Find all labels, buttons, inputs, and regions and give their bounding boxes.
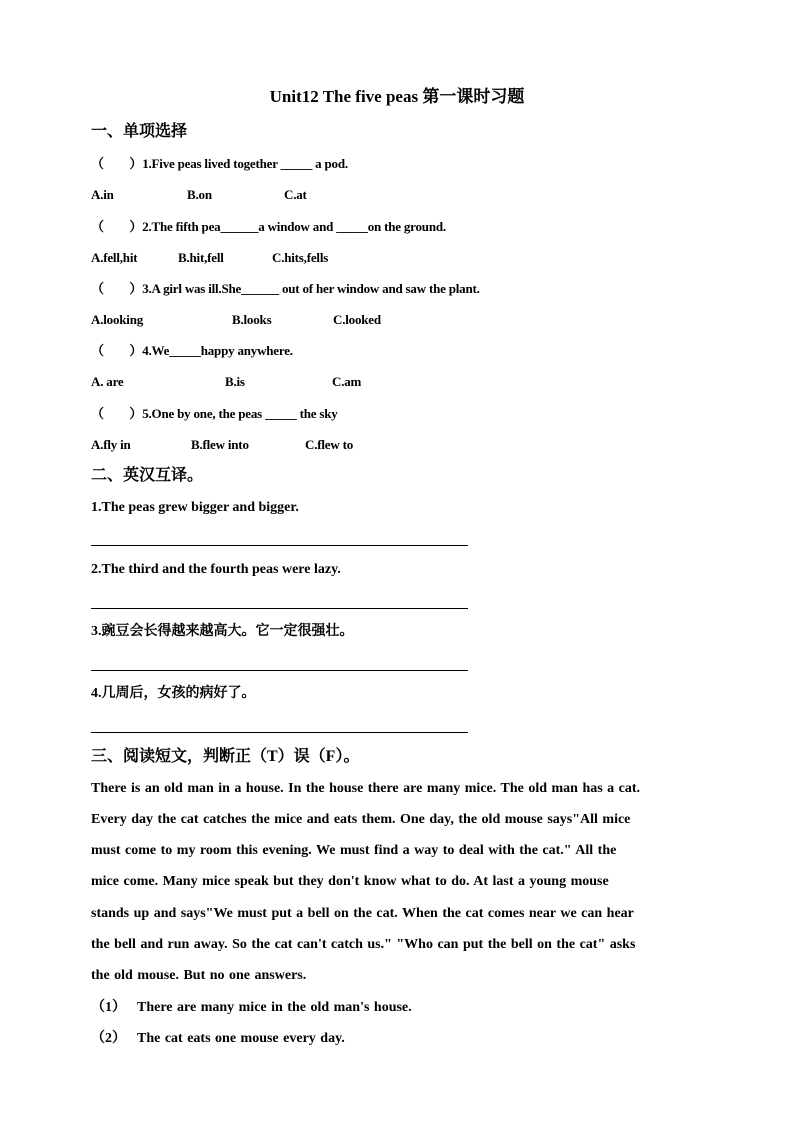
q3-option-b: B.looks — [232, 312, 272, 327]
statement-1 — [91, 998, 412, 1018]
passage-line-5: stands up and says"We must put a bell on the cat. When the cat comes near we can hear — [91, 906, 634, 921]
question-4-stem: （ ）4.We_____happy anywhere. — [91, 343, 293, 358]
q5-option-b: B.flew into — [191, 437, 249, 452]
answer-line-4 — [91, 732, 468, 733]
page-title: Unit12 The five peas 第一课时习题 — [269, 87, 525, 106]
passage-line-1: There is an old man in a house. In the house there are many mice. The old man has a cat. — [91, 781, 641, 796]
translation-item-1: 1.The peas grew bigger and bigger. — [91, 500, 299, 515]
question-5-stem: （ ）5.One by one, the peas _____ the sky — [91, 406, 338, 421]
section1-heading: 一、单项选择 — [91, 123, 188, 140]
passage-line-2: Every day the cat catches the mice and eats them. One day, the old mouse says"All mice — [91, 812, 631, 827]
section3-heading: 三、阅读短文，判断正（T）误（F）。 — [91, 748, 360, 765]
q5-option-c: C.flew to — [305, 437, 354, 452]
q3-option-c: C.looked — [333, 312, 381, 327]
q4-option-c: C.am — [332, 374, 362, 389]
translation-item-2: 2.The third and the fourth peas were lazy. — [91, 562, 341, 577]
q1-option-b: B.on — [187, 187, 212, 202]
q1-option-a: A.in — [91, 187, 114, 202]
passage-line-4: mice come. Many mice speak but they don't know what to do. At last a young mouse — [91, 874, 609, 889]
answer-line-1 — [91, 545, 468, 546]
question-1-stem: （ ）1.Five peas lived together _____ a pod. — [91, 156, 348, 171]
statement-2-text: The cat eats one mouse every day. — [137, 1031, 345, 1046]
section2-heading: 二、英汉互译。 — [91, 467, 204, 484]
q3-option-a: A.looking — [91, 312, 144, 327]
passage-line-3: must come to my room this evening. We must find a way to deal with the cat." All the — [91, 843, 617, 858]
translation-item-4: 4.几周后，女孩的病好了。 — [91, 686, 256, 701]
q2-option-a: A.fell,hit — [91, 250, 138, 265]
passage-line-7: the old mouse. But no one answers. — [91, 968, 307, 983]
question-3-stem: （ ）3.A girl was ill.She______ out of her window and saw the plant. — [91, 281, 480, 296]
question-2-stem: （ ）2.The fifth pea______a window and _____on the ground. — [91, 219, 446, 234]
statement-2-number: （2） — [91, 1031, 126, 1046]
q1-option-c: C.at — [284, 187, 307, 202]
passage-line-6: the bell and run away. So the cat can't catch us." "Who can put the bell on the cat" asks — [91, 937, 636, 952]
q4-option-a: A. are — [91, 374, 124, 389]
answer-line-3 — [91, 670, 468, 671]
q5-option-a: A.fly in — [91, 437, 131, 452]
answer-line-2 — [91, 608, 468, 609]
statement-1-number: （1） — [91, 1000, 126, 1015]
statement-1-text: There are many mice in the old man's house. — [137, 1000, 412, 1015]
q4-option-b: B.is — [225, 374, 245, 389]
translation-item-3: 3.豌豆会长得越来越高大。它一定很强壮。 — [91, 624, 354, 639]
statement-2 — [91, 1029, 345, 1049]
q2-option-b: B.hit,fell — [178, 250, 224, 265]
q2-option-c: C.hits,fells — [272, 250, 329, 265]
